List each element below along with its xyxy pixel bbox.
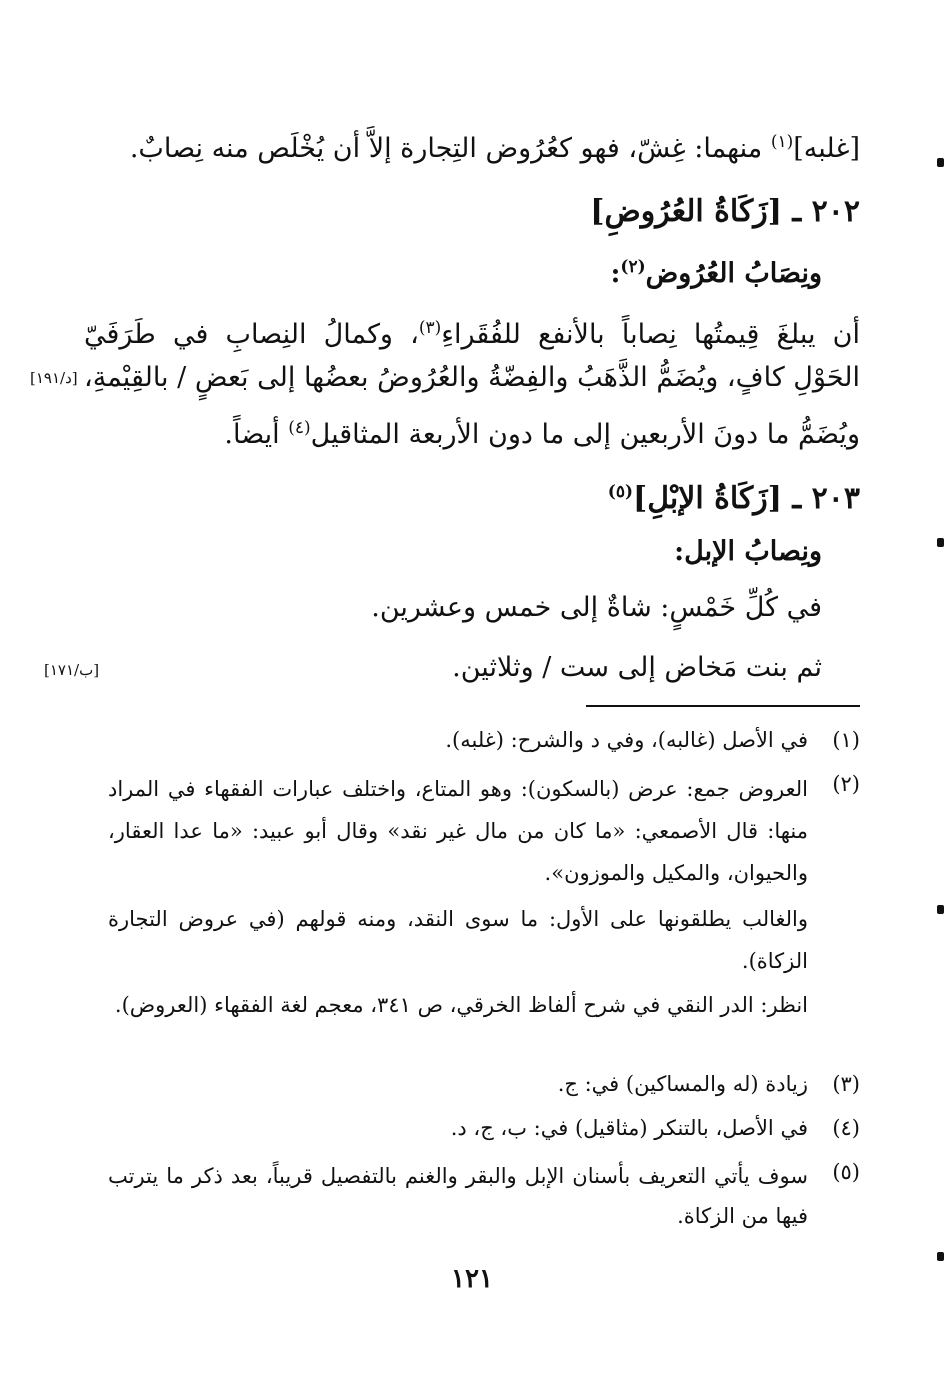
main-text-line: ثم بنت مَخاض إلى ست / وثلاثين.	[452, 652, 822, 683]
footnote-number: (٥)	[832, 1160, 860, 1184]
footnote-ref-2[interactable]: (٢)	[620, 257, 646, 277]
main-text-line	[80, 122, 860, 169]
footnote-continuation: والغالب يطلقونها على الأول: ما سوى النقد، ومنه قولهم (في عروض التجارة الزكاة).	[108, 907, 808, 973]
line-text: ويُضَمُّ ما دونَ الأربعين إلى ما دون الأربعة المثاقيل	[310, 419, 860, 450]
scan-edge-mark	[937, 538, 944, 547]
section-subheading-203: ونِصابُ الإبل:	[674, 536, 822, 567]
manuscript-folio-note: [د/١٩١]	[30, 369, 78, 387]
paragraph-line	[80, 408, 860, 455]
section-heading-202: ٢٠٢ ـ [زَكَاةُ العُرُوضِ]	[590, 194, 860, 229]
footnote-item	[108, 724, 860, 756]
footnote-text: في الأصل، بالتنكر (مثاقيل) في: ب، ج، د.	[450, 1116, 808, 1140]
footnote-item	[108, 1068, 860, 1100]
footnote-ref-3[interactable]: (٣)	[418, 318, 442, 338]
footnote-text: في الأصل (غالبه)، وفي د والشرح: (غلبه).	[445, 728, 808, 752]
footnote-text: سوف يأتي التعريف بأسنان الإبل والبقر والغنم بالتفصيل قريباً، بعد ذكر ما يترتب فيها من الزكاة.	[108, 1164, 808, 1228]
footnote-number: (٤)	[832, 1116, 860, 1140]
footnote-divider	[586, 705, 860, 707]
footnote-ref-1[interactable]: (١)	[770, 132, 794, 152]
main-text-line: في كُلِّ خَمْسٍ: شاةٌ إلى خمس وعشرين.	[371, 592, 822, 623]
section-heading-203	[608, 470, 860, 521]
scan-edge-mark	[937, 1252, 944, 1261]
line-text: أن يبلغَ قِيمتُها نِصاباً بالأنفع للفُقَراءِ	[441, 319, 860, 350]
subheading-colon: :	[610, 258, 621, 289]
page-number: ١٢١	[451, 1264, 493, 1294]
footnote-number: (٢)	[832, 772, 860, 796]
section-subheading-202	[610, 247, 822, 294]
footnote-number: (١)	[832, 728, 860, 752]
footnote-text: العروض جمع: عرض (بالسكون): وهو المتاع، واختلف عبارات الفقهاء في المراد منها: قال الأصمعي: «ما كان من مال غير نقد» وقال أبو عبيد: «ما عدا العقار، والحيوان، والمكيل والموزون».	[108, 777, 808, 885]
heading-text: ٢٠٣ ـ [زَكَاةُ الإبْلِ]	[633, 481, 860, 516]
line-text: الحَوْلِ كافٍ، ويُضَمُّ الذَّهَبُ والفِضّةُ والعُرُوضُ بعضُها إلى بَعضٍ / بالقِيْمةِ،	[84, 362, 860, 393]
footnote-continuation: انظر: الدر النقي في شرح ألفاظ الخرقي، ص ٣٤١، معجم لغة الفقهاء (العروض).	[114, 993, 808, 1017]
line-text: أيضاً.	[224, 419, 289, 450]
footnote-item	[108, 1156, 860, 1236]
line-text: منهما: غِشّ، فهو كعُرُوض التِجارة إلاَّ أن يُخْلَص منه نِصابٌ.	[129, 133, 771, 164]
subheading-text: ونِصَابُ العُرُوض	[645, 258, 822, 289]
footnote-item	[108, 1112, 860, 1144]
bracketed-word: [غلبه]	[793, 133, 860, 164]
footnote-item	[108, 768, 860, 894]
footnote-number: (٣)	[832, 1072, 860, 1096]
scan-edge-mark	[937, 905, 944, 914]
footnote-ref-4[interactable]: (٤)	[288, 418, 311, 438]
footnote-ref-5[interactable]: (٥)	[607, 482, 633, 502]
manuscript-folio-note: [ب/١٧١]	[44, 661, 100, 679]
paragraph-line	[84, 308, 860, 355]
scan-edge-mark	[937, 158, 944, 167]
footnote-text: زيادة (له والمساكين) في: ج.	[557, 1072, 808, 1096]
paragraph-line	[84, 358, 860, 398]
line-text: ، وكمالُ النِصابِ في طَرَفَيّ	[84, 319, 419, 350]
